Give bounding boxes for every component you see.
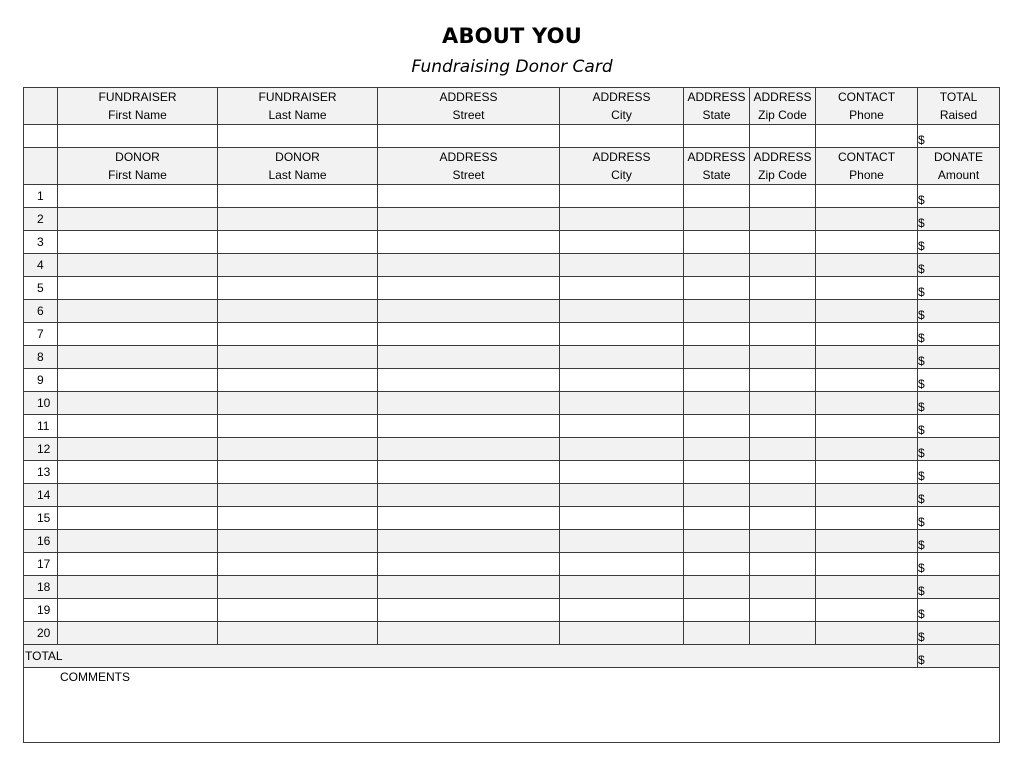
donor-city-field[interactable]	[560, 300, 684, 323]
donor-city-field[interactable]	[560, 484, 684, 507]
header-line1: ADDRESS	[687, 150, 746, 164]
fundraiser-state-field[interactable]	[684, 125, 750, 148]
donor-row-number: 1	[24, 185, 58, 208]
donor-last-name-field[interactable]	[218, 530, 378, 553]
donor-row	[24, 622, 1000, 645]
donor-phone-field[interactable]	[816, 530, 918, 553]
donor-row	[24, 323, 1000, 346]
donor-row-number: 3	[24, 231, 58, 254]
donor-state-field[interactable]	[684, 231, 750, 254]
donor-row-number: 9	[24, 369, 58, 392]
donor-state-field[interactable]	[684, 415, 750, 438]
donor-city-field[interactable]	[560, 415, 684, 438]
donor-street-field[interactable]	[378, 277, 560, 300]
donor-last-name-field[interactable]	[218, 461, 378, 484]
donor-street-field[interactable]	[378, 530, 560, 553]
donor-amount-field[interactable]: $	[918, 392, 1000, 415]
donor-phone-field[interactable]	[816, 599, 918, 622]
header-line1: ADDRESS	[753, 90, 812, 104]
donor-first-name-field[interactable]	[58, 576, 218, 599]
donor-city-field[interactable]	[560, 530, 684, 553]
donor-city-field[interactable]	[560, 323, 684, 346]
donor-row-number: 5	[24, 277, 58, 300]
donor-city-field[interactable]	[560, 576, 684, 599]
donor-row	[24, 300, 1000, 323]
donor-col-address-city-header	[560, 148, 684, 185]
donor-street-field[interactable]	[378, 346, 560, 369]
donor-first-name-field[interactable]	[58, 553, 218, 576]
donor-street-field[interactable]	[378, 599, 560, 622]
donor-zip-code-field[interactable]	[750, 185, 816, 208]
header-line1: ADDRESS	[439, 150, 498, 164]
fundraiser-header-row	[24, 88, 1000, 125]
donor-state-field[interactable]	[684, 507, 750, 530]
fundraiser-first-name-field[interactable]	[58, 125, 218, 148]
donor-row	[24, 277, 1000, 300]
donor-state-field[interactable]	[684, 323, 750, 346]
donor-last-name-field[interactable]	[218, 507, 378, 530]
donor-street-field[interactable]	[378, 392, 560, 415]
header-line1: ADDRESS	[687, 90, 746, 104]
donor-first-name-field[interactable]	[58, 530, 218, 553]
donor-street-field[interactable]	[378, 507, 560, 530]
donor-row	[24, 346, 1000, 369]
donor-first-name-field[interactable]	[58, 484, 218, 507]
header-line1: DONOR	[275, 150, 320, 164]
donor-street-field[interactable]	[378, 461, 560, 484]
donor-row-number: 14	[24, 484, 58, 507]
donor-amount-field[interactable]: $	[918, 438, 1000, 461]
donor-col-address-state-header	[684, 148, 750, 185]
donor-last-name-field[interactable]	[218, 622, 378, 645]
header-line2: Amount	[937, 168, 980, 182]
total-row	[24, 645, 1000, 668]
donor-state-field[interactable]	[684, 254, 750, 277]
donor-city-field[interactable]	[560, 277, 684, 300]
donor-header-row	[24, 148, 1000, 185]
fundraiser-city-field[interactable]	[560, 125, 684, 148]
donor-phone-field[interactable]	[816, 254, 918, 277]
donor-phone-field[interactable]	[816, 346, 918, 369]
donor-last-name-field[interactable]	[218, 185, 378, 208]
donor-phone-field[interactable]	[816, 415, 918, 438]
donor-last-name-field[interactable]	[218, 369, 378, 392]
donor-city-field[interactable]	[560, 208, 684, 231]
donor-zip-code-field[interactable]	[750, 530, 816, 553]
donor-state-field[interactable]	[684, 208, 750, 231]
grand-total-field[interactable]: $	[918, 645, 1000, 668]
donor-phone-field[interactable]	[816, 185, 918, 208]
donor-first-name-field[interactable]	[58, 461, 218, 484]
donor-street-field[interactable]	[378, 415, 560, 438]
donor-zip-code-field[interactable]	[750, 208, 816, 231]
donor-amount-field[interactable]: $	[918, 622, 1000, 645]
donor-phone-field[interactable]	[816, 507, 918, 530]
donor-state-field[interactable]	[684, 346, 750, 369]
donor-city-field[interactable]	[560, 185, 684, 208]
header-line1: FUNDRAISER	[98, 90, 177, 104]
donor-phone-field[interactable]	[816, 438, 918, 461]
donor-phone-field[interactable]	[816, 576, 918, 599]
donor-row-number: 10	[24, 392, 58, 415]
donor-row	[24, 392, 1000, 415]
donor-street-field[interactable]	[378, 300, 560, 323]
fundraiser-col-address-city-header	[560, 88, 684, 125]
header-line2: Last Name	[268, 168, 327, 182]
donor-col-address-street-header	[378, 148, 560, 185]
donor-row	[24, 507, 1000, 530]
donor-col-donate-amount-header	[918, 148, 1000, 185]
donor-col-donor-last-name-header	[218, 148, 378, 185]
donor-amount-field[interactable]: $	[918, 415, 1000, 438]
header-line2: State	[702, 108, 731, 122]
comments-box[interactable]	[24, 668, 1000, 743]
donor-city-field[interactable]	[560, 507, 684, 530]
header-line2: Phone	[849, 108, 884, 122]
donor-last-name-field[interactable]	[218, 415, 378, 438]
donor-zip-code-field[interactable]	[750, 277, 816, 300]
donor-last-name-field[interactable]	[218, 277, 378, 300]
donor-amount-field[interactable]: $	[918, 507, 1000, 530]
donor-row	[24, 415, 1000, 438]
donor-row-number: 8	[24, 346, 58, 369]
donor-zip-code-field[interactable]	[750, 346, 816, 369]
header-line2: Zip Code	[758, 108, 807, 122]
fundraiser-entry-index	[24, 125, 58, 148]
donor-first-name-field[interactable]	[58, 507, 218, 530]
header-line2: First Name	[108, 108, 167, 122]
donor-row	[24, 599, 1000, 622]
fundraiser-entry-row	[24, 125, 1000, 148]
fundraiser-col-fundraiser-last-name-header	[218, 88, 378, 125]
donor-zip-code-field[interactable]	[750, 415, 816, 438]
donor-row-number: 2	[24, 208, 58, 231]
header-line2: First Name	[108, 168, 167, 182]
donor-state-field[interactable]	[684, 530, 750, 553]
donor-state-field[interactable]	[684, 461, 750, 484]
donor-amount-field[interactable]: $	[918, 300, 1000, 323]
donor-city-field[interactable]	[560, 392, 684, 415]
donor-last-name-field[interactable]	[218, 599, 378, 622]
donor-city-field[interactable]	[560, 553, 684, 576]
donor-last-name-field[interactable]	[218, 231, 378, 254]
donor-street-field[interactable]	[378, 438, 560, 461]
donor-amount-field[interactable]: $	[918, 576, 1000, 599]
donor-row-number: 7	[24, 323, 58, 346]
donor-row-number: 4	[24, 254, 58, 277]
donor-amount-field[interactable]: $	[918, 553, 1000, 576]
donor-phone-field[interactable]	[816, 461, 918, 484]
donor-row	[24, 438, 1000, 461]
donor-row	[24, 461, 1000, 484]
donor-row-number: 15	[24, 507, 58, 530]
donor-state-field[interactable]	[684, 185, 750, 208]
header-line2: Last Name	[268, 108, 327, 122]
donor-first-name-field[interactable]	[58, 392, 218, 415]
fundraiser-total-raised-field[interactable]: $	[918, 125, 1000, 148]
donor-amount-field[interactable]: $	[918, 530, 1000, 553]
donor-zip-code-field[interactable]	[750, 323, 816, 346]
header-line2: Street	[452, 108, 485, 122]
donor-last-name-field[interactable]	[218, 553, 378, 576]
donor-first-name-field[interactable]	[58, 369, 218, 392]
donor-col-address-zip-code-header	[750, 148, 816, 185]
comments-row	[24, 668, 1000, 743]
donor-amount-field[interactable]: $	[918, 323, 1000, 346]
donor-phone-field[interactable]	[816, 300, 918, 323]
donor-zip-code-field[interactable]	[750, 254, 816, 277]
donor-street-field[interactable]	[378, 323, 560, 346]
page-subtitle: Fundraising Donor Card	[411, 57, 613, 77]
fundraiser-col-address-state-header	[684, 88, 750, 125]
donor-last-name-field[interactable]	[218, 208, 378, 231]
header-line2: Zip Code	[758, 168, 807, 182]
fundraiser-col-address-zip-code-header	[750, 88, 816, 125]
donor-city-field[interactable]	[560, 438, 684, 461]
header-line1: ADDRESS	[592, 150, 651, 164]
donor-amount-field[interactable]: $	[918, 277, 1000, 300]
donor-first-name-field[interactable]	[58, 208, 218, 231]
donor-row-number: 18	[24, 576, 58, 599]
donor-last-name-field[interactable]	[218, 300, 378, 323]
header-line2: Street	[452, 168, 485, 182]
donor-state-field[interactable]	[684, 300, 750, 323]
donor-row-number: 19	[24, 599, 58, 622]
donor-row-number: 17	[24, 553, 58, 576]
fundraiser-col-address-street-header	[378, 88, 560, 125]
donor-zip-code-field[interactable]	[750, 392, 816, 415]
donor-first-name-field[interactable]	[58, 277, 218, 300]
fundraiser-last-name-field[interactable]	[218, 125, 378, 148]
comments-label: COMMENTS	[60, 670, 130, 684]
donor-first-name-field[interactable]	[58, 622, 218, 645]
donor-amount-field[interactable]: $	[918, 369, 1000, 392]
donor-row	[24, 484, 1000, 507]
donor-phone-field[interactable]	[816, 208, 918, 231]
donor-zip-code-field[interactable]	[750, 461, 816, 484]
donor-state-field[interactable]	[684, 277, 750, 300]
donor-last-name-field[interactable]	[218, 346, 378, 369]
donor-row-number: 13	[24, 461, 58, 484]
donor-phone-field[interactable]	[816, 484, 918, 507]
donor-street-field[interactable]	[378, 576, 560, 599]
donor-card-table	[23, 87, 1000, 743]
donor-zip-code-field[interactable]	[750, 484, 816, 507]
donor-first-name-field[interactable]	[58, 231, 218, 254]
donor-last-name-field[interactable]	[218, 323, 378, 346]
donor-amount-field[interactable]: $	[918, 461, 1000, 484]
donor-zip-code-field[interactable]	[750, 507, 816, 530]
fundraiser-col-total-raised-header	[918, 88, 1000, 125]
header-line2: Phone	[849, 168, 884, 182]
fundraiser-phone-field[interactable]	[816, 125, 918, 148]
fundraiser-col-contact-phone-header	[816, 88, 918, 125]
header-line1: ADDRESS	[753, 150, 812, 164]
donor-street-field[interactable]	[378, 254, 560, 277]
donor-zip-code-field[interactable]	[750, 369, 816, 392]
row-number-header	[24, 88, 58, 125]
donor-first-name-field[interactable]	[58, 300, 218, 323]
donor-row	[24, 185, 1000, 208]
header-line1: ADDRESS	[439, 90, 498, 104]
donor-first-name-field[interactable]	[58, 346, 218, 369]
donor-row	[24, 231, 1000, 254]
donor-street-field[interactable]	[378, 553, 560, 576]
donor-col-donor-first-name-header	[58, 148, 218, 185]
donor-amount-field[interactable]: $	[918, 185, 1000, 208]
donor-row-number: 12	[24, 438, 58, 461]
donor-state-field[interactable]	[684, 369, 750, 392]
donor-phone-field[interactable]	[816, 323, 918, 346]
donor-city-field[interactable]	[560, 461, 684, 484]
donor-phone-field[interactable]	[816, 231, 918, 254]
donor-city-field[interactable]	[560, 599, 684, 622]
donor-first-name-field[interactable]	[58, 438, 218, 461]
header-line1: TOTAL	[939, 90, 978, 104]
donor-street-field[interactable]	[378, 185, 560, 208]
donor-row-number: 6	[24, 300, 58, 323]
donor-last-name-field[interactable]	[218, 254, 378, 277]
donor-state-field[interactable]	[684, 622, 750, 645]
donor-zip-code-field[interactable]	[750, 599, 816, 622]
donor-first-name-field[interactable]	[58, 599, 218, 622]
donor-state-field[interactable]	[684, 576, 750, 599]
donor-row-number: 11	[24, 415, 58, 438]
fundraiser-col-fundraiser-first-name-header	[58, 88, 218, 125]
page-title: ABOUT YOU	[442, 24, 582, 48]
header-line1: FUNDRAISER	[258, 90, 337, 104]
fundraiser-zip-code-field[interactable]	[750, 125, 816, 148]
donor-last-name-field[interactable]	[218, 438, 378, 461]
donor-zip-code-field[interactable]	[750, 231, 816, 254]
header-line1: DONOR	[115, 150, 160, 164]
header-line1: CONTACT	[837, 150, 896, 164]
donor-amount-field[interactable]: $	[918, 599, 1000, 622]
donor-state-field[interactable]	[684, 392, 750, 415]
donor-city-field[interactable]	[560, 254, 684, 277]
donor-phone-field[interactable]	[816, 369, 918, 392]
donor-first-name-field[interactable]	[58, 323, 218, 346]
donor-state-field[interactable]	[684, 438, 750, 461]
donor-street-field[interactable]	[378, 208, 560, 231]
donor-zip-code-field[interactable]	[750, 622, 816, 645]
donor-row	[24, 553, 1000, 576]
donor-last-name-field[interactable]	[218, 484, 378, 507]
header-line2: Raised	[939, 108, 978, 122]
donor-street-field[interactable]	[378, 231, 560, 254]
donor-street-field[interactable]	[378, 622, 560, 645]
donor-zip-code-field[interactable]	[750, 553, 816, 576]
donor-row-number: 20	[24, 622, 58, 645]
header-line1: DONATE	[933, 150, 984, 164]
donor-amount-field[interactable]: $	[918, 254, 1000, 277]
donor-city-field[interactable]	[560, 622, 684, 645]
donor-amount-field[interactable]: $	[918, 208, 1000, 231]
donor-state-field[interactable]	[684, 599, 750, 622]
donor-amount-field[interactable]: $	[918, 346, 1000, 369]
header-line1: CONTACT	[837, 90, 896, 104]
donor-phone-field[interactable]	[816, 622, 918, 645]
donor-city-field[interactable]	[560, 346, 684, 369]
header-line2: City	[611, 168, 632, 182]
donor-city-field[interactable]	[560, 231, 684, 254]
header-line2: City	[611, 108, 632, 122]
donor-phone-field[interactable]	[816, 553, 918, 576]
donor-state-field[interactable]	[684, 553, 750, 576]
donor-first-name-field[interactable]	[58, 185, 218, 208]
donor-street-field[interactable]	[378, 369, 560, 392]
header-line1: ADDRESS	[592, 90, 651, 104]
header-line2: State	[702, 168, 731, 182]
donor-row	[24, 576, 1000, 599]
donor-city-field[interactable]	[560, 369, 684, 392]
donor-col-contact-phone-header	[816, 148, 918, 185]
donor-row	[24, 208, 1000, 231]
donor-zip-code-field[interactable]	[750, 438, 816, 461]
donor-amount-field[interactable]: $	[918, 484, 1000, 507]
donor-first-name-field[interactable]	[58, 254, 218, 277]
donor-first-name-field[interactable]	[58, 415, 218, 438]
total-label: TOTAL	[24, 645, 918, 668]
fundraiser-street-field[interactable]	[378, 125, 560, 148]
donor-street-field[interactable]	[378, 484, 560, 507]
donor-last-name-field[interactable]	[218, 576, 378, 599]
donor-row	[24, 530, 1000, 553]
donor-phone-field[interactable]	[816, 392, 918, 415]
donor-phone-field[interactable]	[816, 277, 918, 300]
donor-row	[24, 369, 1000, 392]
row-number-header	[24, 148, 58, 185]
donor-amount-field[interactable]: $	[918, 231, 1000, 254]
donor-state-field[interactable]	[684, 484, 750, 507]
donor-zip-code-field[interactable]	[750, 576, 816, 599]
donor-last-name-field[interactable]	[218, 392, 378, 415]
donor-row	[24, 254, 1000, 277]
donor-row-number: 16	[24, 530, 58, 553]
donor-zip-code-field[interactable]	[750, 300, 816, 323]
